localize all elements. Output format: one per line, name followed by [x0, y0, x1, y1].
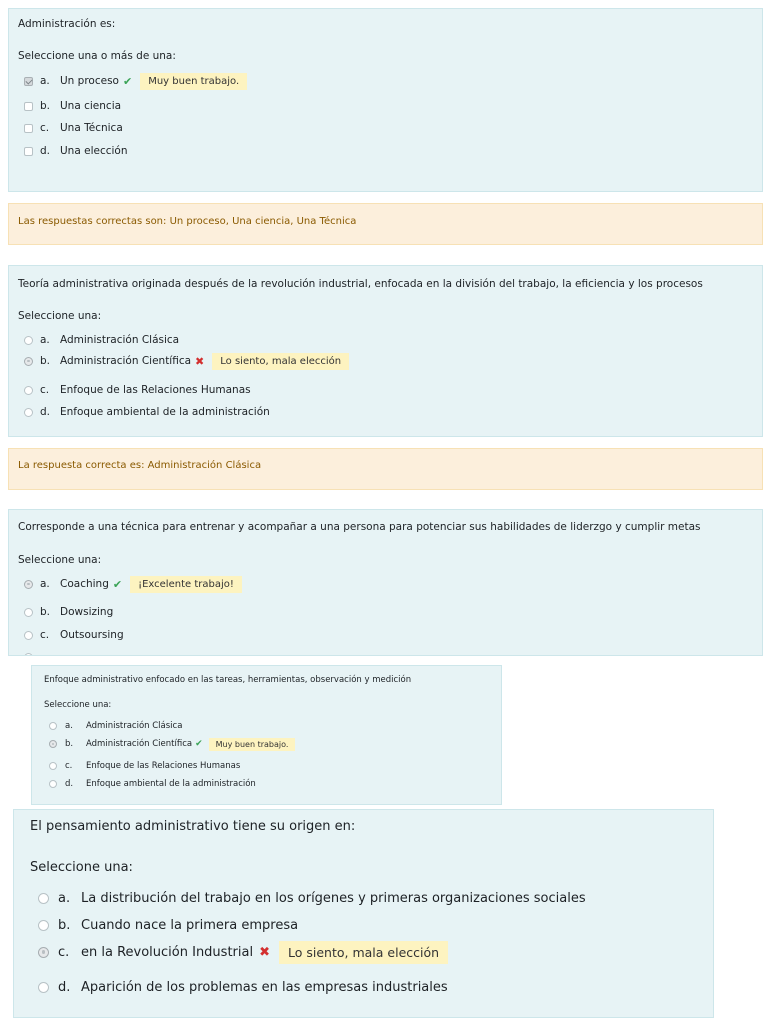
check-icon: ✔	[195, 739, 203, 749]
option-label: en la Revolución Industrial	[81, 944, 254, 960]
option-label: Un proceso	[60, 75, 119, 87]
option-c[interactable]	[38, 940, 448, 964]
option-letter: b.	[40, 606, 51, 618]
option-c[interactable]	[24, 628, 124, 642]
checkbox-icon[interactable]	[24, 102, 33, 111]
feedback-badge: Lo siento, mala elección	[279, 941, 448, 964]
option-letter: b.	[65, 739, 74, 749]
question-text: Enfoque administrativo enfocado en las tareas, herramientas, observación y medición	[44, 675, 412, 685]
radio-icon[interactable]	[38, 982, 49, 993]
option-c[interactable]	[24, 383, 251, 397]
option-label: Enfoque de las Relaciones Humanas	[60, 384, 251, 396]
option-c[interactable]	[49, 760, 240, 772]
radio-icon[interactable]	[38, 920, 49, 931]
option-letter: c.	[58, 944, 70, 960]
option-a[interactable]	[24, 72, 247, 90]
question-text: Teoría administrativa originada después de la revolución industrial, enfocada en la división del trabajo, la eficiencia y los procesos	[18, 278, 703, 290]
correct-answer-text: Las respuestas correctas son: Un proceso, Una ciencia, Una Técnica	[18, 216, 357, 227]
option-letter: b.	[40, 100, 51, 112]
option-letter: a.	[58, 890, 71, 906]
radio-icon[interactable]	[24, 631, 33, 640]
option-d[interactable]	[24, 144, 128, 158]
radio-icon[interactable]	[49, 722, 57, 730]
radio-icon[interactable]	[24, 408, 33, 417]
option-letter: a.	[65, 721, 73, 731]
option-label: Aparición de los problemas en las empresas industriales	[81, 979, 448, 995]
option-label: La distribución del trabajo en los orígenes y primeras organizaciones sociales	[81, 890, 586, 906]
option-label: Administración Clásica	[86, 721, 183, 731]
option-b[interactable]	[24, 605, 113, 619]
option-d-partial[interactable]	[24, 650, 33, 656]
option-letter: d.	[40, 406, 51, 418]
question-text: Administración es:	[18, 18, 116, 30]
feedback-badge: Muy buen trabajo.	[140, 73, 247, 90]
option-a[interactable]	[24, 333, 179, 347]
option-label: Enfoque de las Relaciones Humanas	[86, 761, 241, 771]
radio-icon[interactable]	[24, 653, 33, 657]
radio-icon[interactable]	[24, 386, 33, 395]
option-letter: a.	[40, 334, 50, 346]
question-card-4	[31, 665, 502, 805]
option-b[interactable]	[49, 736, 295, 752]
radio-icon[interactable]	[24, 357, 33, 366]
option-letter: b.	[58, 917, 71, 933]
option-letter: d.	[58, 979, 71, 995]
radio-icon[interactable]	[24, 580, 33, 589]
check-icon: ✔	[112, 577, 123, 591]
option-letter: b.	[40, 355, 51, 367]
checkbox-icon[interactable]	[24, 124, 33, 133]
option-label: Outsoursing	[60, 629, 124, 641]
option-label: Cuando nace la primera empresa	[81, 917, 299, 933]
radio-icon[interactable]	[38, 947, 49, 958]
option-a[interactable]	[49, 720, 182, 732]
radio-icon[interactable]	[38, 893, 49, 904]
radio-icon[interactable]	[49, 740, 57, 748]
select-prompt: Seleccione una o más de una:	[18, 50, 176, 62]
radio-icon[interactable]	[49, 762, 57, 770]
option-letter: d.	[40, 145, 51, 157]
option-letter: c.	[40, 122, 50, 134]
cross-icon: ✖	[259, 944, 270, 960]
cross-icon: ✖	[195, 354, 205, 368]
option-label: Una elección	[60, 145, 128, 157]
option-label: Una ciencia	[60, 100, 122, 112]
option-d[interactable]	[49, 778, 256, 790]
option-label: Enfoque ambiental de la administración	[60, 406, 270, 418]
question-card-3	[8, 509, 763, 656]
feedback-badge: ¡Excelente trabajo!	[130, 576, 242, 593]
option-c[interactable]	[24, 121, 123, 135]
correct-answer-feedback-2	[8, 448, 763, 490]
option-letter: c.	[40, 629, 50, 641]
option-b[interactable]	[24, 99, 121, 113]
option-d[interactable]	[24, 405, 270, 419]
question-card-5	[13, 809, 714, 1018]
option-letter: d.	[65, 779, 74, 789]
option-label: Dowsizing	[60, 606, 114, 618]
option-letter: a.	[40, 578, 50, 590]
correct-answer-text: La respuesta correcta es: Administración Clásica	[18, 460, 262, 471]
option-label: Administración Científica	[86, 739, 193, 749]
option-letter: c.	[40, 384, 50, 396]
option-letter: a.	[40, 75, 50, 87]
option-b[interactable]	[24, 352, 349, 370]
question-card-1	[8, 8, 763, 192]
option-d[interactable]	[38, 978, 448, 996]
question-text: El pensamiento administrativo tiene su origen en:	[30, 819, 356, 834]
select-prompt: Seleccione una:	[44, 700, 112, 710]
feedback-badge: Lo siento, mala elección	[212, 353, 349, 370]
checkbox-icon[interactable]	[24, 147, 33, 156]
option-a[interactable]	[38, 889, 586, 907]
feedback-badge: Muy buen trabajo.	[209, 738, 296, 751]
option-label: Coaching	[60, 578, 109, 590]
question-card-2	[8, 265, 763, 437]
option-a[interactable]	[24, 575, 242, 593]
select-prompt: Seleccione una:	[30, 860, 133, 875]
option-letter: c.	[65, 761, 73, 771]
radio-icon[interactable]	[24, 336, 33, 345]
option-label: Administración Clásica	[60, 334, 180, 346]
option-label: Administración Científica	[60, 355, 192, 367]
option-label: Enfoque ambiental de la administración	[86, 779, 256, 789]
radio-icon[interactable]	[49, 780, 57, 788]
correct-answer-feedback-1	[8, 203, 763, 245]
option-label: Una Técnica	[60, 122, 123, 134]
check-icon: ✔	[122, 74, 133, 88]
select-prompt: Seleccione una:	[18, 554, 102, 566]
select-prompt: Seleccione una:	[18, 310, 102, 322]
checkbox-icon[interactable]	[24, 77, 33, 86]
option-b[interactable]	[38, 916, 298, 934]
question-text: Corresponde a una técnica para entrenar y acompañar a una persona para potenciar sus habilidades de liderzgo y cumplir metas	[18, 521, 701, 533]
radio-icon[interactable]	[24, 608, 33, 617]
